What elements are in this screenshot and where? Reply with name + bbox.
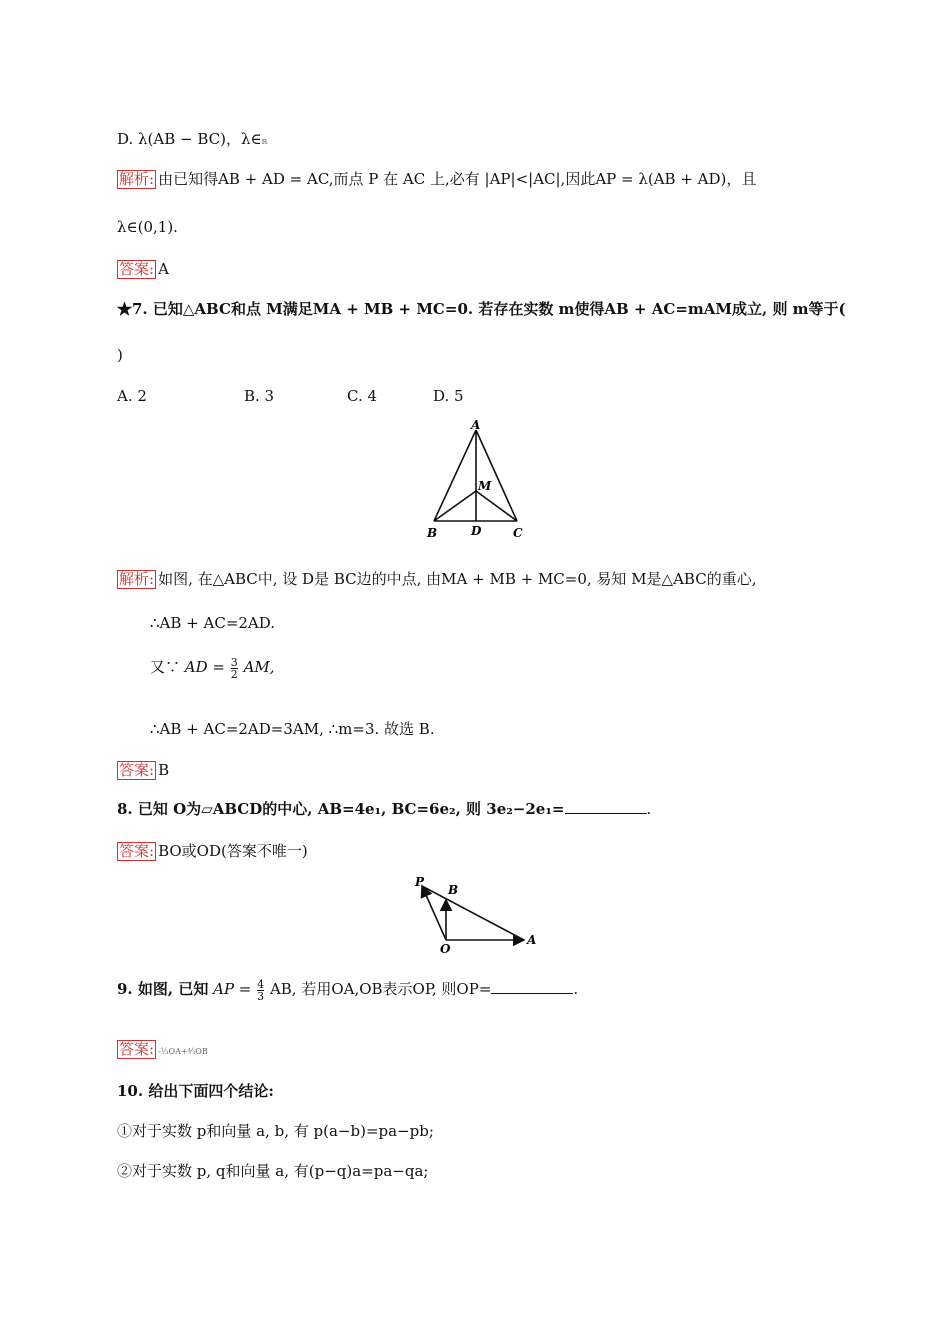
q9-answer-value: -⅓OA+⁴⁄₃OB xyxy=(158,1047,208,1056)
q7-option-b: B. 3 xyxy=(244,387,275,405)
fraction-numerator: 4 xyxy=(257,977,265,991)
analysis-label: 解析: xyxy=(119,170,155,188)
q6-option-d-text: D. λ(AB − BC)，λ∈ xyxy=(117,130,262,148)
q7-analysis-line3-right: AM, xyxy=(243,658,275,676)
answer-blank[interactable] xyxy=(565,799,647,814)
point-label-b: B xyxy=(448,883,459,897)
q9-answer xyxy=(117,1038,208,1063)
answer-label: 答案: xyxy=(119,842,155,860)
q6-analysis-line2: λ∈(0,1). xyxy=(117,218,178,236)
q7-option-d: D. 5 xyxy=(433,387,464,405)
q8-stem-end: . xyxy=(646,800,652,818)
q9-stem xyxy=(117,978,578,1002)
vector-figure xyxy=(408,872,538,954)
vertex-label-c: C xyxy=(513,526,523,540)
q10-item-1: ①对于实数 p和向量 a, b, 有 p(a−b)=pa−pb; xyxy=(117,1122,434,1140)
q7-analysis-line2: ∴AB + AC=2AD. xyxy=(150,614,276,632)
fraction-denominator: 3 xyxy=(257,989,265,1003)
q10-stem xyxy=(117,1080,274,1102)
fraction-numerator: 3 xyxy=(230,655,238,669)
q6-answer xyxy=(117,258,169,280)
q7-analysis-line3-prefix: 又∵ xyxy=(150,658,181,676)
q6-analysis-line1 xyxy=(117,168,756,190)
answer-blank[interactable] xyxy=(491,979,573,994)
fraction-3-2 xyxy=(231,657,238,680)
q9-stem-prefix: 9. 如图, 已知 xyxy=(117,980,209,998)
q6-analysis-text: 由已知得AB + AD = AC,而点 P 在 AC 上,必有 |AP|<|AC|,因此AP = λ(AB + AD)，且 xyxy=(158,170,757,188)
q7-option-c: C. 4 xyxy=(347,387,378,405)
q8-stem-text: 8. 已知 O为▱ABCD的中心, AB=4e₁, BC=6e₂, 则 3e₂−2e₁= xyxy=(117,800,565,818)
answer-label: 答案: xyxy=(119,260,155,278)
answer-label: 答案: xyxy=(119,1040,155,1058)
q8-stem xyxy=(117,798,651,820)
q7-analysis-line4: ∴AB + AC=2AD=3AM, ∴m=3. 故选 B. xyxy=(150,720,435,738)
q9-stem-left: AP = xyxy=(213,980,252,998)
q9-stem-right: AB, 若用OA,OB表示OP, 则OP= xyxy=(269,980,492,998)
q6-answer-value: A xyxy=(158,260,169,278)
point-label-a: A xyxy=(527,933,537,947)
analysis-label: 解析: xyxy=(119,570,155,588)
q7-answer xyxy=(117,759,169,781)
q7-stem-close: ) xyxy=(117,346,123,364)
vertex-label-b: B xyxy=(427,526,438,540)
q10-item-2: ②对于实数 p, q和向量 a, 有(p−q)a=pa−qa; xyxy=(117,1162,429,1180)
q7-analysis-text: 如图, 在△ABC中, 设 D是 BC边的中点, 由MA + MB + MC=0, 易知 M是△ABC的重心, xyxy=(158,570,757,588)
q7-stem-text: ★7. 已知△ABC和点 M满足MA + MB + MC=0. 若存在实数 m使得AB + AC=mAM成立, 则 m等于( xyxy=(117,300,846,318)
q7-option-a: A. 2 xyxy=(117,387,147,405)
vertex-label-a: A xyxy=(471,418,481,432)
q7-answer-value: B xyxy=(158,761,170,779)
triangle-figure xyxy=(420,415,535,543)
q8-answer xyxy=(117,840,308,862)
point-label-p: P xyxy=(415,875,425,889)
q8-answer-value: BO或OD(答案不唯一) xyxy=(158,842,308,860)
fraction-4-3 xyxy=(257,979,264,1002)
point-label-o: O xyxy=(440,942,451,954)
fraction-denominator: 2 xyxy=(230,667,238,681)
vertex-label-m: M xyxy=(478,479,492,493)
q10-stem-text: 10. 给出下面四个结论: xyxy=(117,1082,274,1100)
q7-stem xyxy=(117,298,846,320)
vertex-label-d: D xyxy=(471,524,482,538)
q6-option-d xyxy=(117,128,267,153)
answer-label: 答案: xyxy=(119,761,155,779)
q9-stem-end: . xyxy=(573,980,579,998)
q6-option-d-tail: ℝ xyxy=(261,138,268,146)
q7-analysis-line3 xyxy=(150,656,275,680)
q7-analysis-line3-left: AD = xyxy=(184,658,225,676)
q7-analysis-line1 xyxy=(117,568,756,590)
